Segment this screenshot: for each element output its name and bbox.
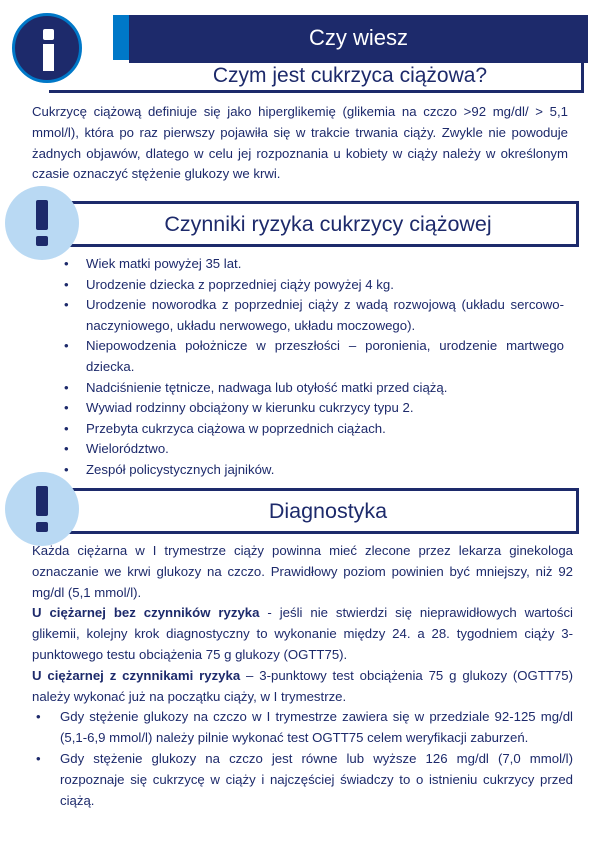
exclamation-icon — [5, 186, 79, 260]
question-title: Czym jest cukrzyca ciążowa? — [212, 64, 488, 87]
list-item: • Zespół policystycznych jajników. — [64, 461, 275, 477]
list-item: • Niepowodzenia położnicze w przeszłości – poronienia, urodzenie martwego dziecka. — [64, 338, 564, 374]
banner-title: Czy wiesz — [308, 25, 408, 50]
list-item: • Wiek matki powyżej 35 lat. — [64, 256, 242, 271]
risk-paragraph — [32, 666, 573, 708]
list-item: • Urodzenie dziecka z poprzedniej ciąży powyżej 4 kg. — [64, 276, 394, 292]
list-item: • Wielorództwo. — [64, 441, 169, 457]
exclamation-icon — [5, 472, 79, 546]
list-item: • Nadciśnienie tętnicze, nadwaga lub otyłość matki przed ciążą. — [64, 379, 448, 395]
info-icon — [12, 13, 82, 83]
risk-title: Czynniki ryzyka cukrzycy ciążowej — [164, 212, 492, 236]
list-item: • Gdy stężenie glukozy na czczo jest równe lub wyższe 126 mg/dl (7,0 mmol/l) rozpoznaje się cukrzycę w ciąży i najczęściej świadczy to o istnieniu cukrzycy przed ciążą. — [36, 750, 573, 808]
list-item: • Urodzenie noworodka z poprzedniej ciąży z wadą rozwojową (układu sercowo-naczyniowego, układu nerwowego, układu moczowego). — [64, 297, 564, 333]
list-item: • Przebyta cukrzyca ciążowa w poprzednich ciążach. — [64, 420, 386, 436]
no-risk-paragraph — [32, 603, 573, 665]
diagnostics-title: Diagnostyka — [268, 499, 388, 523]
risk-factor-list — [64, 254, 564, 481]
diagnostics-body — [32, 541, 573, 811]
diagnostics-intro: Każda ciężarna w I trymestrze ciąży powinna mieć zlecone przez lekarza ginekologa oznaczanie we krwi glukozy na czczo. Prawidłowy poziom powinien być mniejszy, niż 92 mg/dl (5,1 mmol/l). — [32, 543, 573, 600]
definition-paragraph: Cukrzycę ciążową definiuje się jako hiperglikemię (glikemia na czczo >92 mg/dl/ > 5,1 mmol/l), która po raz pierwszy pojawiła się w trakcie trwania ciąży. Zwykle nie powoduje żadnych objawów, dlatego w celu jej rozpoznania u kobiety w ciąży należy w określonym czasie oznaczyć stężenie glukozy we krwi. — [32, 104, 568, 182]
diagnostics-list — [32, 707, 573, 811]
no-risk-label: U ciężarnej bez czynników ryzyka — [32, 605, 260, 621]
list-item: • Wywiad rodzinny obciążony w kierunku cukrzycy typu 2. — [64, 400, 414, 416]
no-risk-text: - jeśli nie stwierdzi się nieprawidłowych wartości glikemii, kolejny krok diagnostyczny to wykonanie między 24. a 28. tygodniem ciąży 3-punktowego testu obciążenia 75 g glukozy (OGTT75). — [32, 605, 573, 662]
risk-label: U ciężarnej z czynnikami ryzyka — [32, 667, 241, 683]
list-item: • Gdy stężenie glukozy na czczo w I trymestrze zawiera się w przedziale 92-125 mg/dl (5,1-6,9 mmol/l) należy pilnie wykonać test OGTT75 celem weryfikacji zaburzeń. — [36, 709, 573, 746]
risk-text: – 3-punktowy test obciążenia 75 g glukozy (OGTT75) należy wykonać już na początku ciąży, w I trymestrze. — [32, 667, 573, 704]
